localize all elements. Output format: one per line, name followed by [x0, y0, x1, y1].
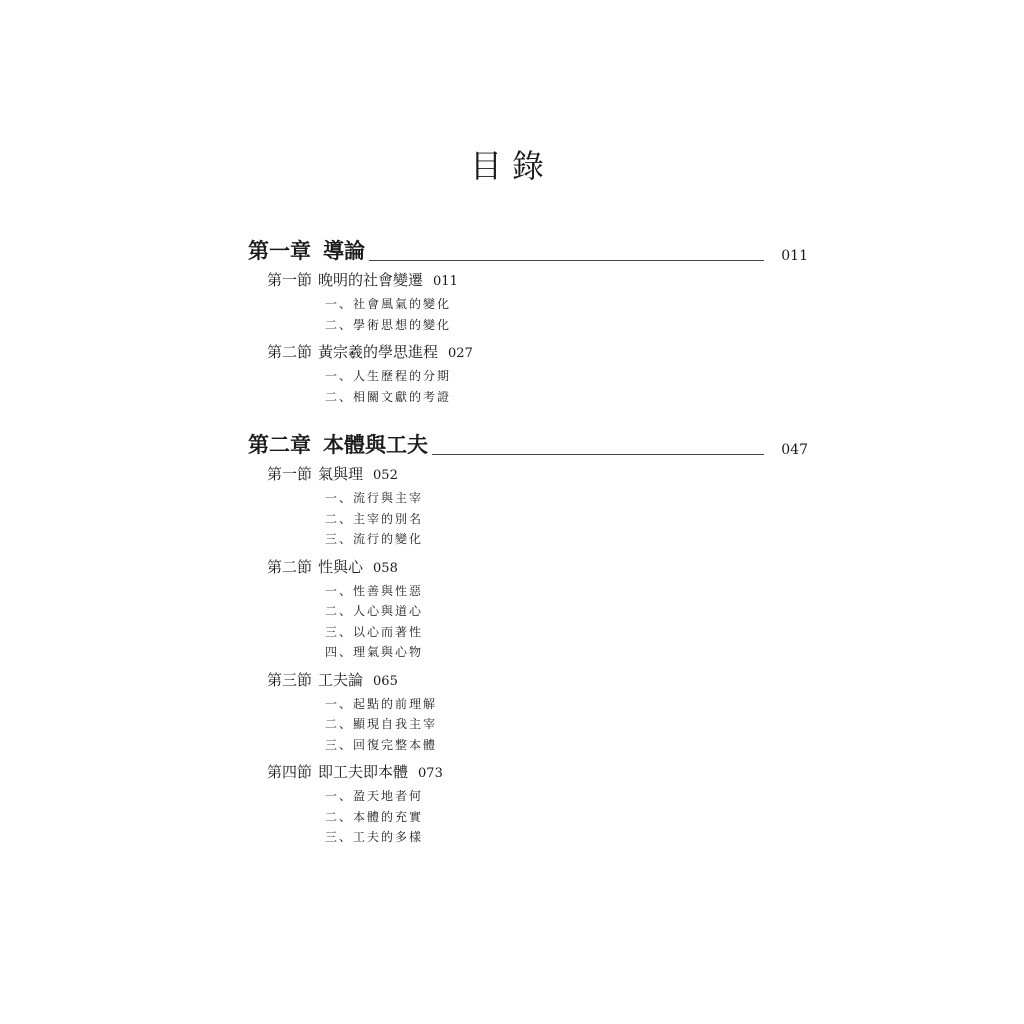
section-number: 第一節 [267, 465, 313, 483]
section-heading[interactable] [267, 670, 808, 692]
section-heading[interactable] [267, 464, 808, 486]
section-2-4 [267, 762, 808, 848]
subsection-list [325, 366, 808, 407]
section-title: 即工夫即本體 [318, 763, 409, 781]
section-page-number: 073 [418, 766, 443, 781]
subsection-list [325, 786, 808, 848]
subsection-item[interactable]: 三、以心而著性 [325, 624, 424, 639]
section-number: 第四節 [267, 763, 313, 781]
subsection-item[interactable]: 二、學術思想的變化 [325, 317, 452, 332]
chapter-1 [248, 235, 808, 407]
section-title: 氣與理 [318, 465, 364, 483]
section-heading[interactable] [267, 270, 808, 292]
subsection-item[interactable]: 四、理氣與心物 [325, 645, 424, 659]
subsection-item[interactable]: 二、人心與道心 [325, 604, 424, 618]
chapter-title: 導論 [323, 238, 365, 263]
section-2-2 [267, 557, 808, 663]
subsection-item[interactable]: 二、本體的充實 [325, 809, 424, 824]
section-1-1 [267, 270, 808, 335]
section-2-1 [267, 464, 808, 550]
subsection-list [325, 581, 808, 663]
section-number: 第一節 [267, 271, 313, 289]
chapter-rule [369, 260, 764, 261]
subsection-item[interactable]: 二、相關文獻的考證 [325, 389, 452, 404]
chapter-heading[interactable] [248, 429, 808, 457]
section-number: 第二節 [267, 343, 313, 361]
section-number: 第二節 [267, 557, 313, 576]
section-2-3 [267, 670, 808, 756]
subsection-list [325, 294, 808, 335]
section-page-number: 027 [448, 346, 473, 361]
section-heading[interactable] [267, 762, 808, 784]
chapter-heading[interactable] [248, 235, 808, 263]
chapter-page-number: 011 [781, 248, 808, 264]
section-1-2 [267, 342, 808, 407]
subsection-item[interactable]: 一、起點的前理解 [325, 696, 438, 711]
section-page-number: 052 [373, 468, 398, 483]
subsection-item[interactable]: 一、社會風氣的變化 [325, 297, 452, 311]
section-heading[interactable] [267, 342, 808, 364]
chapter-page-number: 047 [781, 442, 808, 458]
chapter-number: 第二章 [248, 432, 311, 457]
section-heading[interactable] [267, 557, 808, 579]
section-page-number: 065 [373, 673, 398, 689]
subsection-item[interactable]: 一、流行與主宰 [325, 491, 424, 505]
subsection-list [325, 488, 808, 550]
subsection-item[interactable]: 一、人生歷程的分期 [325, 369, 452, 383]
section-title: 黃宗羲的學思進程 [318, 343, 439, 361]
subsection-item[interactable]: 一、性善與性惡 [325, 583, 424, 598]
chapter-rule [432, 454, 764, 455]
chapter-number: 第一章 [248, 238, 311, 263]
page-title: 目錄 [469, 147, 554, 186]
subsection-list [325, 694, 808, 756]
subsection-item[interactable]: 三、回復完整本體 [325, 737, 438, 752]
section-page-number: 058 [373, 560, 398, 576]
section-title: 工夫論 [318, 670, 364, 689]
table-of-contents [248, 235, 808, 870]
chapter-title: 本體與工夫 [323, 432, 428, 457]
section-title: 性與心 [318, 557, 364, 576]
subsection-item[interactable]: 三、工夫的多樣 [325, 830, 424, 844]
subsection-item[interactable]: 二、主宰的別名 [325, 511, 424, 526]
subsection-item[interactable]: 二、顯現自我主宰 [325, 717, 438, 731]
chapter-2 [248, 429, 808, 848]
subsection-item[interactable]: 一、盈天地者何 [325, 789, 424, 803]
section-page-number: 011 [433, 274, 458, 289]
subsection-item[interactable]: 三、流行的變化 [325, 532, 424, 546]
section-title: 晚明的社會變遷 [318, 271, 424, 289]
section-number: 第三節 [267, 670, 313, 689]
